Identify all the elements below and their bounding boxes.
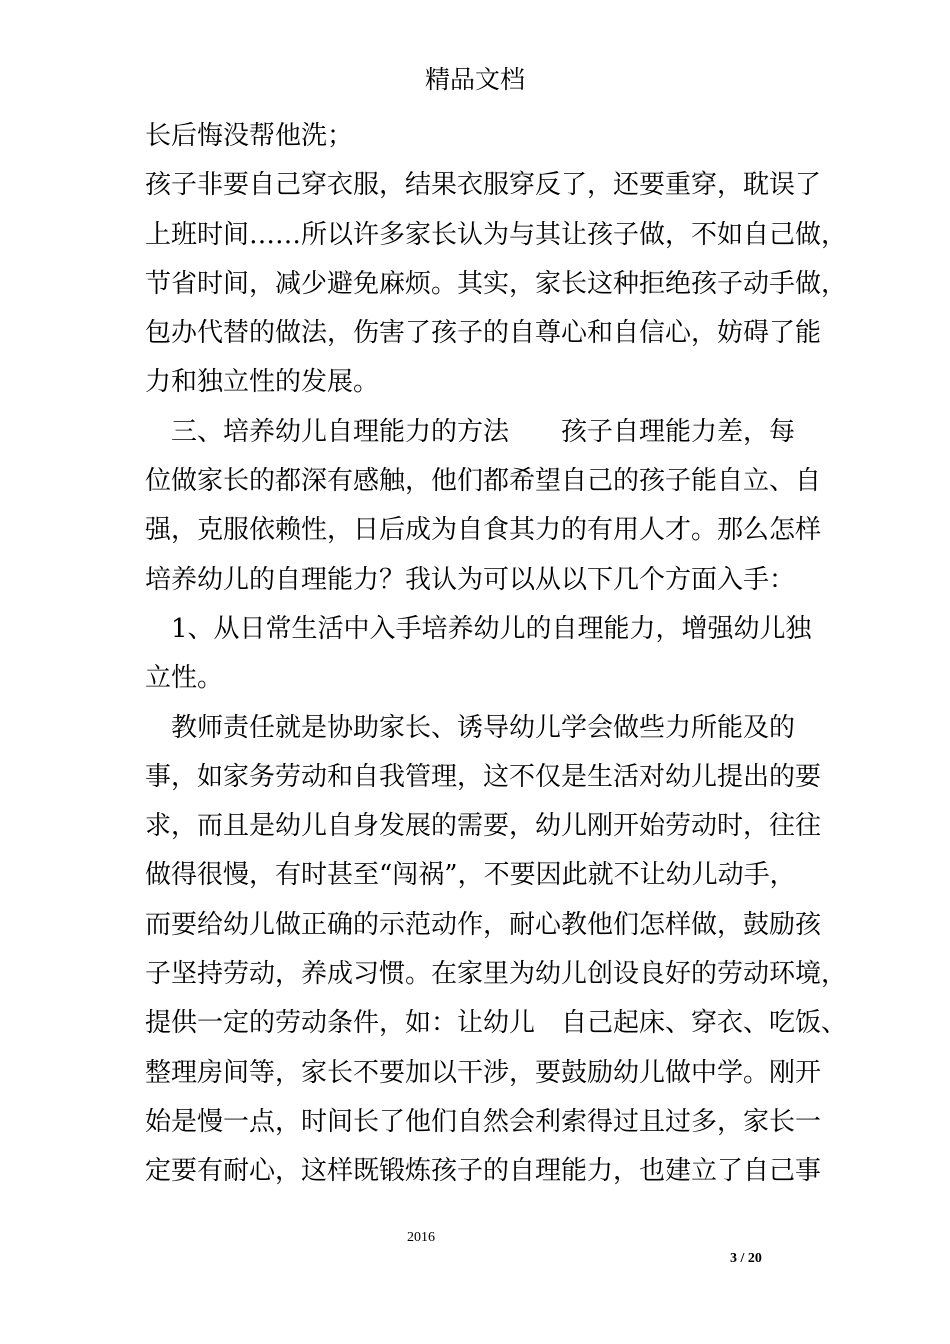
body-line: 立性。 <box>145 663 224 694</box>
body-line: 定要有耐心，这样既锻炼孩子的自理能力，也建立了自己事 <box>145 1156 822 1187</box>
footer-year: 2016 <box>407 1230 435 1245</box>
body-line: 长后悔没帮他洗； <box>145 121 354 151</box>
body-line: 子坚持劳动，养成习惯。在家里为幼儿创设良好的劳动环境， <box>145 959 848 990</box>
body-line: 位做家长的都深有感触，他们都希望自己的孩子能自立、自 <box>145 466 822 497</box>
body-line: 教师责任就是协助家长、诱导幼儿学会做些力所能及的 <box>145 712 796 743</box>
page-header-title: 精品文档 <box>424 65 525 94</box>
body-line: 包办代替的做法，伤害了孩子的自尊心和自信心，妨碍了能 <box>145 318 822 349</box>
body-line: 求，而且是幼儿自身发展的需要，幼儿刚开始劳动时，往往 <box>145 811 822 842</box>
body-line: 节省时间，减少避免麻烦。其实，家长这种拒绝孩子动手做， <box>145 268 848 299</box>
body-line: 强，克服依赖性，日后成为自食其力的有用人才。那么怎样 <box>145 515 822 546</box>
body-line: 三、培养幼儿自理能力的方法 孩子自理能力差，每 <box>145 416 796 447</box>
body-line: 事，如家务劳动和自我管理，这不仅是生活对幼儿提出的要 <box>145 761 822 792</box>
body-line: 1、从日常生活中入手培养幼儿的自理能力，增强幼儿独 <box>145 613 812 644</box>
body-line: 孩子非要自己穿衣服，结果衣服穿反了，还要重穿，耽误了 <box>145 170 822 201</box>
body-line: 力和独立性的发展。 <box>145 367 380 398</box>
body-line: 做得很慢，有时甚至“闯祸”，不要因此就不让幼儿动手， <box>145 860 796 891</box>
body-line: 整理房间等，家长不要加以干涉，要鼓励幼儿做中学。刚开 <box>145 1057 822 1088</box>
body-line: 而要给幼儿做正确的示范动作，耐心教他们怎样做，鼓励孩 <box>145 909 822 940</box>
page-number: 3 / 20 <box>730 1251 762 1266</box>
body-line: 提供一定的劳动条件，如：让幼儿 自己起床、穿衣、吃饭、 <box>145 1008 848 1039</box>
body-line: 上班时间……所以许多家长认为与其让孩子做，不如自己做， <box>145 219 848 250</box>
body-text <box>145 112 848 1197</box>
body-line: 始是慢一点，时间长了他们自然会利索得过且过多，家长一 <box>145 1106 822 1137</box>
body-line: 培养幼儿的自理能力？我认为可以从以下几个方面入手： <box>145 564 796 595</box>
